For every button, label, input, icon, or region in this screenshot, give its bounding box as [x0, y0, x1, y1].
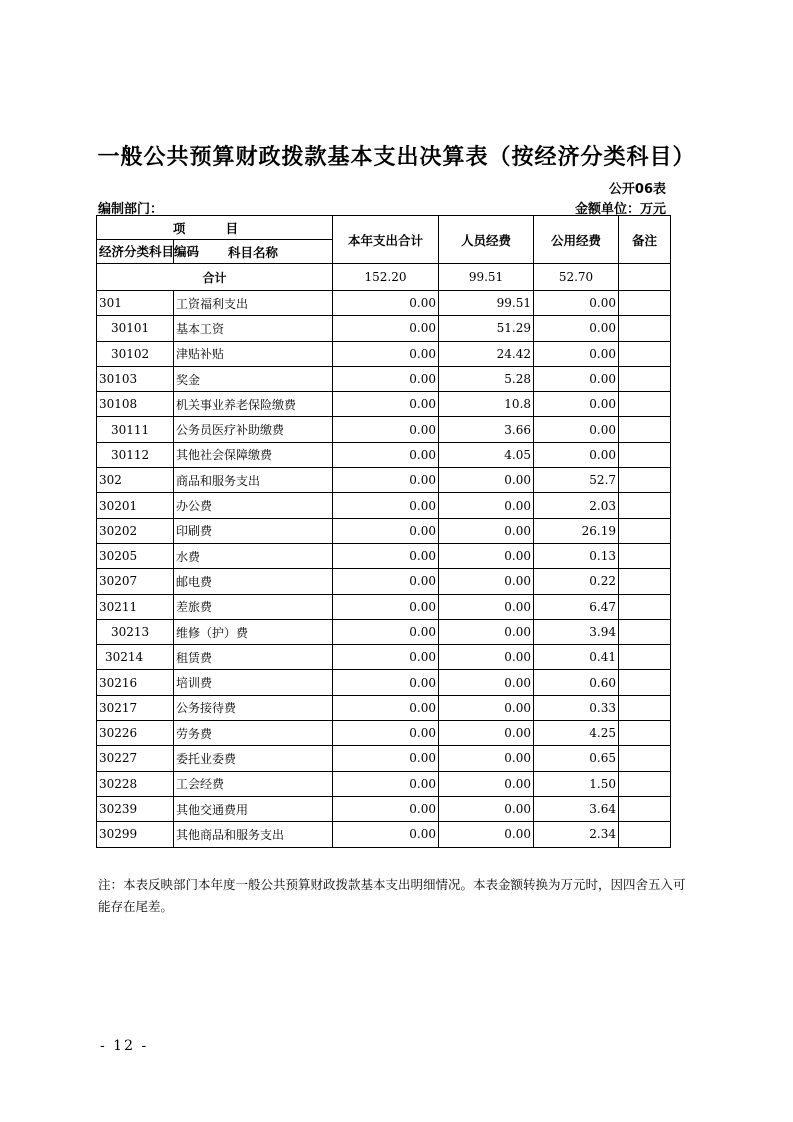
row-name: 商品和服务支出 — [174, 468, 333, 493]
row-public: 1.50 — [534, 771, 619, 796]
header-remark: 备注 — [619, 216, 671, 264]
row-total: 0.00 — [333, 796, 439, 821]
row-total: 0.00 — [333, 645, 439, 670]
row-code: 30102 — [97, 341, 174, 366]
row-personnel: 0.00 — [439, 518, 534, 543]
row-total: 0.00 — [333, 543, 439, 568]
row-public: 3.64 — [534, 796, 619, 821]
row-public: 2.34 — [534, 822, 619, 847]
row-name: 差旅费 — [174, 594, 333, 619]
row-total: 0.00 — [333, 518, 439, 543]
table-row — [97, 417, 671, 442]
row-personnel: 0.00 — [439, 543, 534, 568]
row-name: 水费 — [174, 543, 333, 568]
header-name: 科目名称 — [174, 240, 333, 264]
row-personnel: 24.42 — [439, 341, 534, 366]
row-total: 0.00 — [333, 417, 439, 442]
row-public: 0.00 — [534, 316, 619, 341]
row-total: 0.00 — [333, 594, 439, 619]
row-name: 印刷费 — [174, 518, 333, 543]
row-code: 30299 — [97, 822, 174, 847]
total-public: 52.70 — [534, 264, 619, 291]
row-code: 30201 — [97, 493, 174, 518]
table-row — [97, 594, 671, 619]
total-label: 合计 — [97, 264, 333, 291]
row-name: 维修（护）费 — [174, 619, 333, 644]
table-row — [97, 518, 671, 543]
row-code: 30207 — [97, 569, 174, 594]
row-name: 办公费 — [174, 493, 333, 518]
row-personnel: 0.00 — [439, 721, 534, 746]
row-public: 4.25 — [534, 721, 619, 746]
row-personnel: 5.28 — [439, 366, 534, 391]
row-code: 302 — [97, 468, 174, 493]
row-code: 30228 — [97, 771, 174, 796]
header-item: 项 目 — [97, 216, 333, 240]
row-personnel: 0.00 — [439, 746, 534, 771]
document-title: 一般公共预算财政拨款基本支出决算表（按经济分类科目） — [97, 145, 696, 170]
table-row — [97, 721, 671, 746]
total-row — [97, 264, 671, 291]
row-remark — [619, 796, 671, 821]
row-personnel: 0.00 — [439, 594, 534, 619]
row-name: 公务接待费 — [174, 695, 333, 720]
table-row — [97, 442, 671, 467]
table-row — [97, 746, 671, 771]
row-code: 30213 — [97, 619, 174, 644]
table-row — [97, 645, 671, 670]
row-public: 0.33 — [534, 695, 619, 720]
table-row — [97, 291, 671, 316]
row-remark — [619, 316, 671, 341]
row-remark — [619, 746, 671, 771]
row-remark — [619, 468, 671, 493]
row-code: 30112 — [97, 442, 174, 467]
row-public: 0.00 — [534, 392, 619, 417]
row-remark — [619, 771, 671, 796]
row-name: 机关事业养老保险缴费 — [174, 392, 333, 417]
total-amount: 152.20 — [333, 264, 439, 291]
row-personnel: 0.00 — [439, 695, 534, 720]
row-remark — [619, 594, 671, 619]
row-code: 30227 — [97, 746, 174, 771]
row-remark — [619, 291, 671, 316]
row-total: 0.00 — [333, 569, 439, 594]
row-total: 0.00 — [333, 619, 439, 644]
row-remark — [619, 392, 671, 417]
row-public: 0.00 — [534, 291, 619, 316]
row-total: 0.00 — [333, 468, 439, 493]
row-name: 劳务费 — [174, 721, 333, 746]
total-remark — [619, 264, 671, 291]
row-total: 0.00 — [333, 822, 439, 847]
row-total: 0.00 — [333, 366, 439, 391]
row-public: 0.00 — [534, 366, 619, 391]
row-personnel: 0.00 — [439, 670, 534, 695]
row-name: 邮电费 — [174, 569, 333, 594]
table-row — [97, 543, 671, 568]
form-number: 公开06表 — [608, 182, 666, 197]
row-name: 其他交通费用 — [174, 796, 333, 821]
table-row — [97, 619, 671, 644]
row-name: 公务员医疗补助缴费 — [174, 417, 333, 442]
table-row — [97, 771, 671, 796]
expenditure-table — [96, 215, 671, 848]
row-code: 30108 — [97, 392, 174, 417]
row-total: 0.00 — [333, 392, 439, 417]
row-public: 0.00 — [534, 417, 619, 442]
row-personnel: 0.00 — [439, 796, 534, 821]
row-public: 52.7 — [534, 468, 619, 493]
header-public: 公用经费 — [534, 216, 619, 264]
row-name: 培训费 — [174, 670, 333, 695]
row-remark — [619, 619, 671, 644]
row-remark — [619, 822, 671, 847]
row-name: 奖金 — [174, 366, 333, 391]
row-name: 其他社会保障缴费 — [174, 442, 333, 467]
row-public: 0.00 — [534, 341, 619, 366]
row-total: 0.00 — [333, 316, 439, 341]
row-remark — [619, 645, 671, 670]
row-personnel: 3.66 — [439, 417, 534, 442]
row-personnel: 4.05 — [439, 442, 534, 467]
row-public: 0.60 — [534, 670, 619, 695]
row-public: 0.13 — [534, 543, 619, 568]
department-label: 编制部门： — [98, 202, 164, 217]
row-code: 30202 — [97, 518, 174, 543]
row-remark — [619, 417, 671, 442]
row-name: 工资福利支出 — [174, 291, 333, 316]
row-personnel: 10.8 — [439, 392, 534, 417]
row-remark — [619, 493, 671, 518]
row-personnel: 0.00 — [439, 493, 534, 518]
row-personnel: 0.00 — [439, 619, 534, 644]
row-total: 0.00 — [333, 670, 439, 695]
table-row — [97, 468, 671, 493]
header-code: 经济分类科目编码 — [97, 240, 174, 264]
row-total: 0.00 — [333, 341, 439, 366]
table-row — [97, 822, 671, 847]
footnote: 注：本表反映部门本年度一般公共预算财政拨款基本支出明细情况。本表金额转换为万元时，因四舍五入可能存在尾差。 — [98, 877, 686, 914]
row-remark — [619, 569, 671, 594]
row-remark — [619, 442, 671, 467]
row-personnel: 0.00 — [439, 468, 534, 493]
row-code: 30226 — [97, 721, 174, 746]
row-code: 30205 — [97, 543, 174, 568]
table-row — [97, 392, 671, 417]
row-name: 基本工资 — [174, 316, 333, 341]
row-total: 0.00 — [333, 695, 439, 720]
row-remark — [619, 518, 671, 543]
table-row — [97, 670, 671, 695]
row-personnel: 51.29 — [439, 316, 534, 341]
row-code: 30216 — [97, 670, 174, 695]
row-remark — [619, 543, 671, 568]
row-remark — [619, 670, 671, 695]
row-remark — [619, 695, 671, 720]
row-code: 30214 — [97, 645, 174, 670]
row-personnel: 0.00 — [439, 822, 534, 847]
row-code: 301 — [97, 291, 174, 316]
row-code: 30217 — [97, 695, 174, 720]
table-row — [97, 366, 671, 391]
row-public: 0.00 — [534, 442, 619, 467]
row-name: 津贴补贴 — [174, 341, 333, 366]
row-public: 3.94 — [534, 619, 619, 644]
row-code: 30101 — [97, 316, 174, 341]
row-total: 0.00 — [333, 442, 439, 467]
row-remark — [619, 366, 671, 391]
row-remark — [619, 721, 671, 746]
row-total: 0.00 — [333, 721, 439, 746]
amount-unit: 金额单位：万元 — [574, 202, 666, 217]
header-personnel: 人员经费 — [439, 216, 534, 264]
row-public: 0.65 — [534, 746, 619, 771]
row-code: 30103 — [97, 366, 174, 391]
table-row — [97, 316, 671, 341]
row-total: 0.00 — [333, 493, 439, 518]
row-personnel: 0.00 — [439, 771, 534, 796]
row-total: 0.00 — [333, 746, 439, 771]
row-personnel: 0.00 — [439, 569, 534, 594]
row-public: 0.41 — [534, 645, 619, 670]
row-public: 6.47 — [534, 594, 619, 619]
table-row — [97, 695, 671, 720]
row-code: 30111 — [97, 417, 174, 442]
row-name: 租赁费 — [174, 645, 333, 670]
page-number: - 12 - — [100, 1038, 149, 1054]
row-name: 委托业委费 — [174, 746, 333, 771]
row-name: 工会经费 — [174, 771, 333, 796]
row-personnel: 0.00 — [439, 645, 534, 670]
table-row — [97, 796, 671, 821]
row-name: 其他商品和服务支出 — [174, 822, 333, 847]
total-personnel: 99.51 — [439, 264, 534, 291]
row-remark — [619, 341, 671, 366]
table-row — [97, 493, 671, 518]
row-code: 30239 — [97, 796, 174, 821]
row-public: 26.19 — [534, 518, 619, 543]
table-row — [97, 569, 671, 594]
row-public: 2.03 — [534, 493, 619, 518]
row-total: 0.00 — [333, 291, 439, 316]
row-code: 30211 — [97, 594, 174, 619]
table-row — [97, 341, 671, 366]
row-personnel: 99.51 — [439, 291, 534, 316]
row-total: 0.00 — [333, 771, 439, 796]
row-public: 0.22 — [534, 569, 619, 594]
header-total: 本年支出合计 — [333, 216, 439, 264]
